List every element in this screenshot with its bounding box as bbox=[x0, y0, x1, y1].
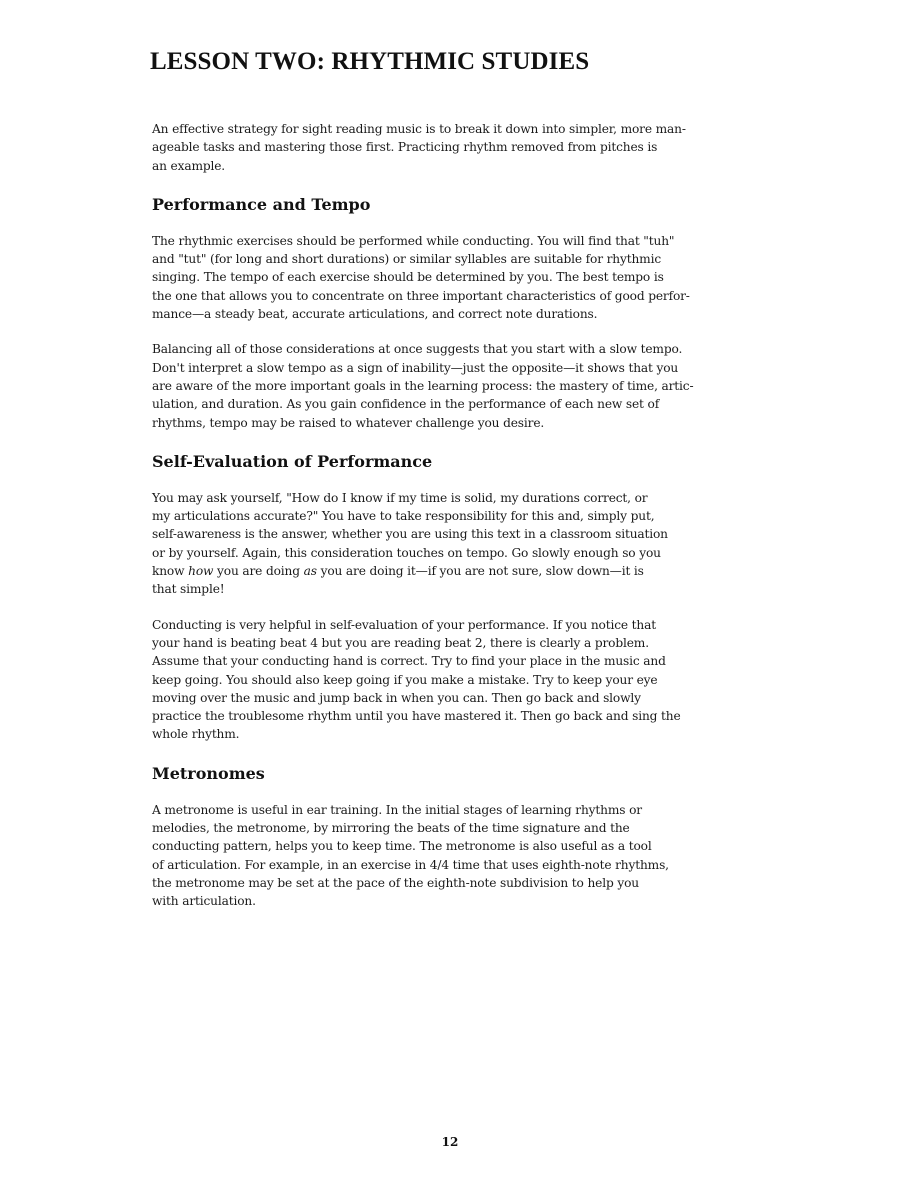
page-title: LESSON TWO: RHYTHMIC STUDIES bbox=[150, 48, 590, 75]
performance-paragraph-1: The rhythmic exercises should be performed while conducting. You will find that "tuh" and "tut" (for long and short durations) or similar syllables are suitable for rhythmic singing. The tempo of each exercise should be determined by you. The best tempo is the one that allows you to concentrate on three important characteristics of good perfor- mance—a steady beat, accurate articulations, and correct note durations. bbox=[152, 233, 690, 322]
self-evaluation-paragraph-2: Conducting is very helpful in self-evaluation of your performance. If you notice that your hand is beating beat 4 but you are reading beat 2, there is clearly a problem. Assume that your conducting hand is correct. Try to find your place in the music and keep going. You should also keep going if you make a mistake. Try to keep your eye moving over the music and jump back in when you can. Then go back and slowly practice the troublesome rhythm until you have mastered it. Then go back and sing the whole rhythm. bbox=[152, 617, 681, 742]
page-number: 12 bbox=[441, 1135, 459, 1149]
self-evaluation-paragraph-1: You may ask yourself, "How do I know if my time is solid, my durations correct, or my articulations accurate?" You have to take responsibility for this and, simply put, self-awareness is the answer, whether you are using this text in a classroom situation or by yourself. Again, this consideration touches on tempo. Go slowly enough so you know how you are doing as you are doing it—if you are not sure, slow down—it is that simple! bbox=[152, 490, 668, 597]
intro-paragraph: An effective strategy for sight reading music is to break it down into simpler, more man- ageable tasks and mastering those first. Practicing rhythm removed from pitches is an example. bbox=[152, 122, 686, 173]
performance-paragraph-2: Balancing all of those considerations at once suggests that you start with a slow tempo. Don't interpret a slow tempo as a sign of inability—just the opposite—it shows that you are aware of the more important goals in the learning process: the mastery of time, artic- ulation, and duration. As you gain confidence in the performance of each new set of rhythms, tempo may be raised to whatever challenge you desire. bbox=[152, 342, 694, 430]
section-heading-performance-and-tempo: Performance and Tempo bbox=[152, 194, 371, 214]
section-heading-metronomes: Metronomes bbox=[152, 763, 265, 783]
metronomes-paragraph-1: A metronome is useful in ear training. In the initial stages of learning rhythms or melodies, the metronome, by mirroring the beats of the time signature and the conducting pattern, helps you to keep time. The metronome is also useful as a tool of articulation. For example, in an exercise in 4/4 time that uses eighth-note rhythms, the metronome may be set at the pace of the eighth-note subdivision to help you with articulation. bbox=[152, 802, 669, 909]
body-content bbox=[152, 120, 732, 911]
section-heading-self-evaluation: Self-Evaluation of Performance bbox=[152, 451, 433, 471]
